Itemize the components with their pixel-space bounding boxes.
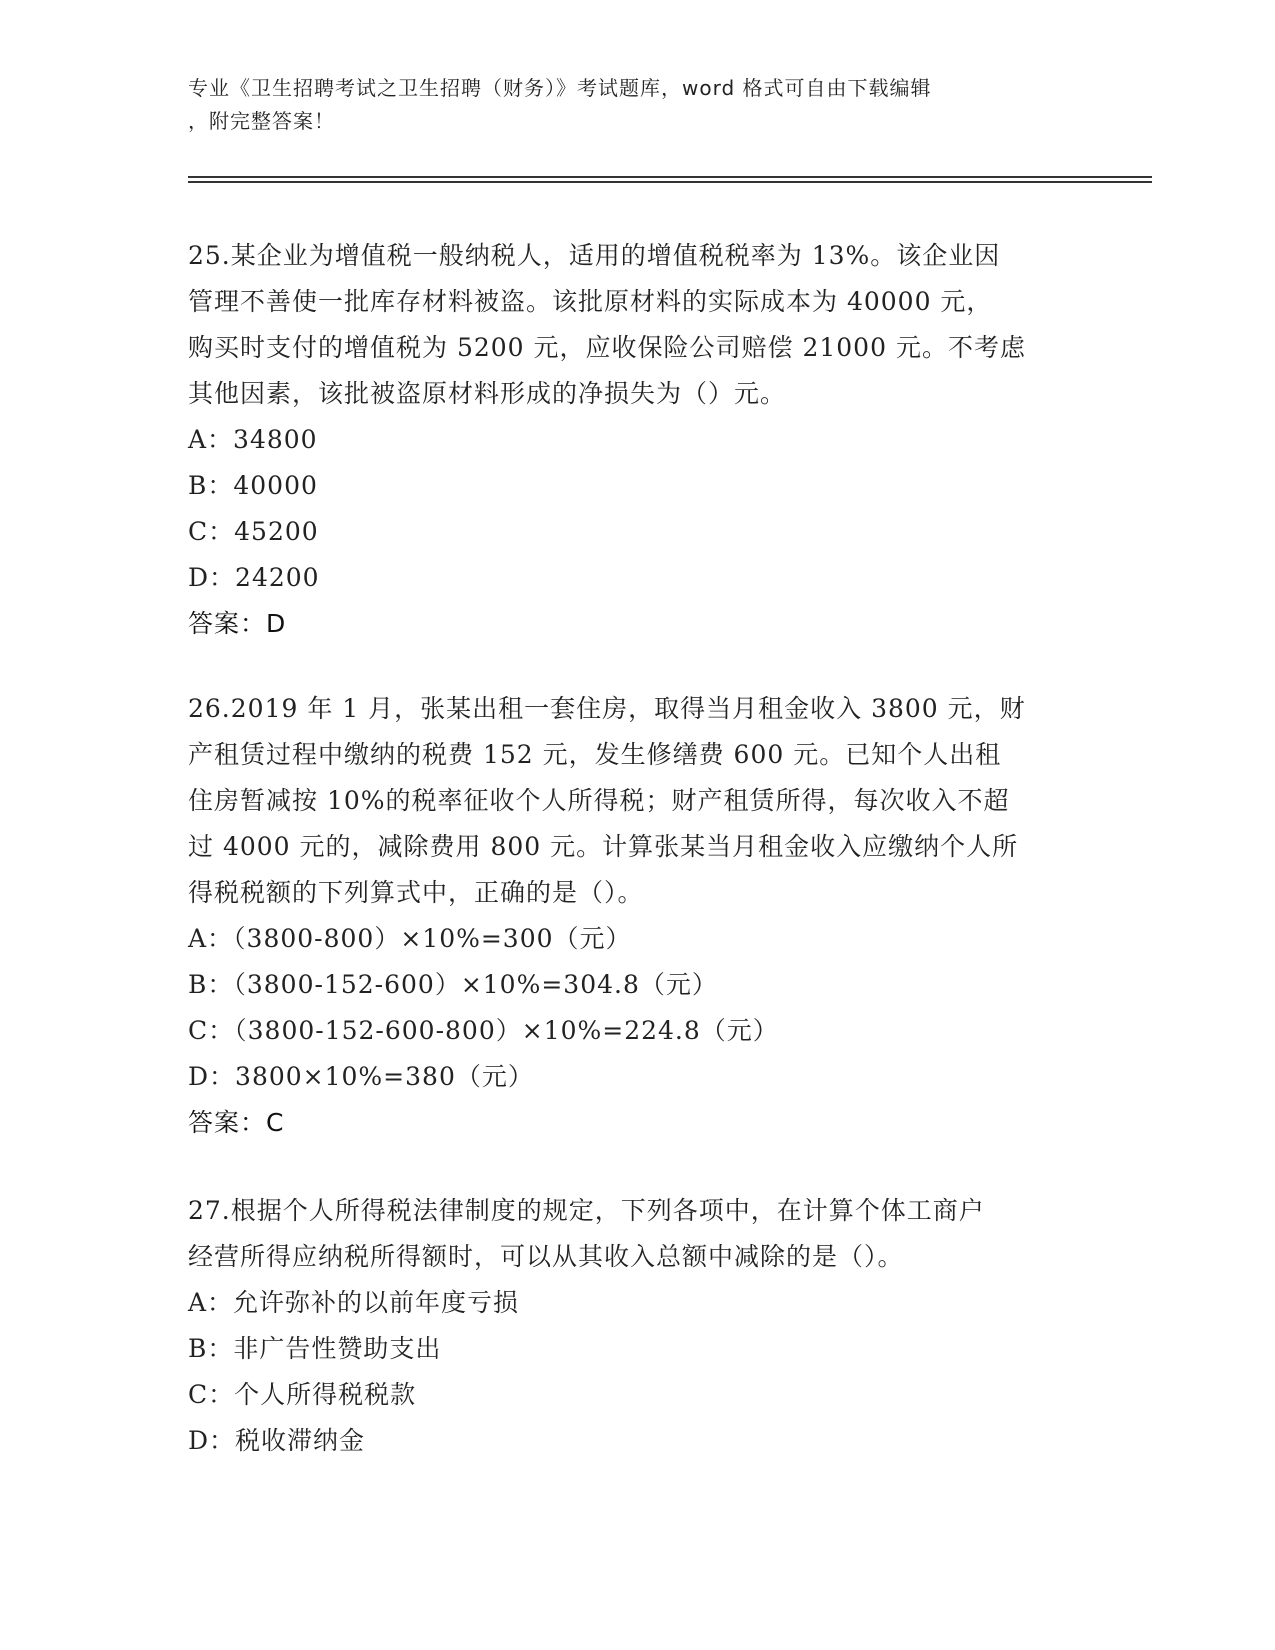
question-25 bbox=[188, 233, 1088, 647]
question-text-line: 住房暂减按 10%的税率征收个人所得税；财产租赁所得，每次收入不超 bbox=[188, 786, 1010, 815]
option-a: A：（3800-800）×10%=300（元） bbox=[188, 924, 632, 953]
header-divider-top bbox=[188, 176, 1152, 178]
question-text-line: 过 4000 元的，减除费用 800 元。计算张某当月租金收入应缴纳个人所 bbox=[188, 832, 1019, 861]
option-d: D：税收滞纳金 bbox=[188, 1426, 366, 1455]
option-c: C：（3800-152-600-800）×10%=224.8（元） bbox=[188, 1016, 779, 1045]
question-text-line: 管理不善使一批库存材料被盗。该批原材料的实际成本为 40000 元， bbox=[188, 287, 993, 316]
header-line-2: ，附完整答案！ bbox=[188, 109, 335, 133]
question-27 bbox=[188, 1188, 1088, 1464]
option-d: D：24200 bbox=[188, 563, 320, 592]
option-a: A：允许弥补的以前年度亏损 bbox=[188, 1288, 520, 1317]
question-text-line: 产租赁过程中缴纳的税费 152 元，发生修缮费 600 元。已知个人出租 bbox=[188, 740, 1002, 769]
question-text-line: 得税税额的下列算式中，正确的是（）。 bbox=[188, 878, 644, 907]
question-text-line: 其他因素，该批被盗原材料形成的净损失为（）元。 bbox=[188, 379, 787, 408]
question-text-line: 经营所得应纳税所得额时，可以从其收入总额中减除的是（）。 bbox=[188, 1242, 904, 1271]
option-a: A：34800 bbox=[188, 425, 318, 454]
question-text-line: 购买时支付的增值税为 5200 元，应收保险公司赔偿 21000 元。不考虑 bbox=[188, 333, 1026, 362]
answer-label: 答案：D bbox=[188, 609, 287, 638]
header-divider-bottom bbox=[188, 181, 1152, 183]
option-c: C：个人所得税税款 bbox=[188, 1380, 417, 1409]
document-header bbox=[188, 72, 1088, 138]
question-26 bbox=[188, 686, 1088, 1146]
question-text-line: 27.根据个人所得税法律制度的规定，下列各项中，在计算个体工商户 bbox=[188, 1196, 985, 1225]
option-d: D：3800×10%=380（元） bbox=[188, 1062, 534, 1091]
option-c: C：45200 bbox=[188, 517, 319, 546]
option-b: B：40000 bbox=[188, 471, 318, 500]
option-b: B：（3800-152-600）×10%=304.8（元） bbox=[188, 970, 718, 999]
header-line-1: 专业《卫生招聘考试之卫生招聘（财务）》考试题库，word 格式可自由下载编辑 bbox=[188, 76, 932, 100]
answer-label: 答案：C bbox=[188, 1108, 285, 1137]
option-b: B：非广告性赞助支出 bbox=[188, 1334, 442, 1363]
question-text-line: 26.2019 年 1 月，张某出租一套住房，取得当月租金收入 3800 元，财 bbox=[188, 694, 1026, 723]
question-text-line: 25.某企业为增值税一般纳税人，适用的增值税税率为 13%。该企业因 bbox=[188, 241, 1001, 270]
